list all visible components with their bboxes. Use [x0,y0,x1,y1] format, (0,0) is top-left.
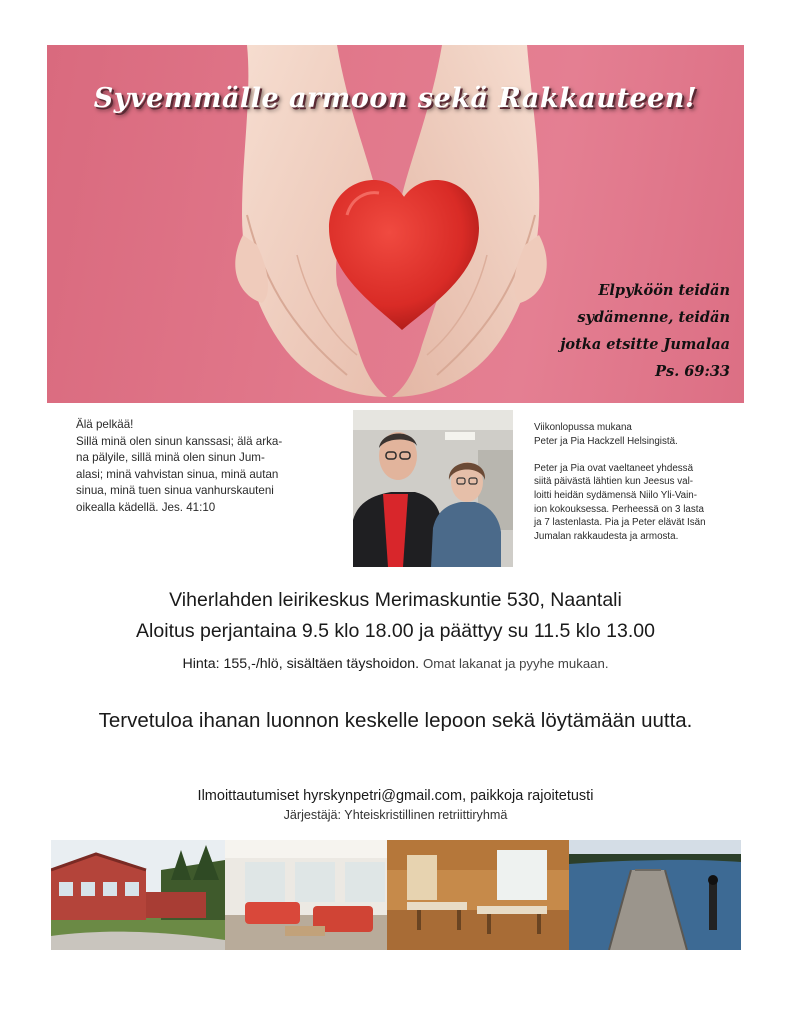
info-line: Viikonlopussa mukana [534,422,632,433]
verse-line: sinua, minä tuen sinua vanhurskauteni [76,484,274,498]
hero-verse-line: jotka etsitte Jumalaa [560,336,730,353]
hero-banner [47,45,744,403]
hero-verse [555,277,730,385]
story-line: Peter ja Pia ovat vaeltaneet yhdessä [534,462,694,474]
verse-line: na pälyile, sillä minä olen sinun Jum- [76,451,265,465]
venue-pier-photo [569,840,741,950]
verse-line: Älä pelkää! [76,418,134,431]
organizer-text: Järjestäjä: Yhteiskristillinen retriittiryhmä [283,808,508,822]
story-line: siitä päivästä lähtien kun Jeesus val- [534,476,694,488]
verse-line: alasi; minä vahvistan sinua, minä autan [76,467,279,481]
story-line: loitti heidän sydämensä Niilo Yli-Vain- [534,489,697,501]
info-line: Peter ja Pia Hackzell Helsingistä. [534,435,678,447]
venue-address: Viherlahden leirikeskus Merimaskuntie 530, Naantali [169,589,622,611]
hero-verse-reference: Ps. 69:33 [655,363,730,380]
price-text: Hinta: 155,-/hlö, sisältäen täyshoidon. [182,656,420,672]
venue-dining-photo [387,840,569,950]
speakers-photo [353,410,513,567]
venue-building-photo [51,840,225,950]
story-line: Jumalan rakkaudesta ja armosta. [534,530,679,542]
story-line: ion kokouksessa. Perheessä on 3 lasta [534,503,704,515]
price-note: Omat lakanat ja pyyhe mukaan. [423,656,609,671]
event-times: Aloitus perjantaina 9.5 klo 18.00 ja päättyy su 11.5 klo 13.00 [136,620,655,642]
hero-verse-line: Elpyköön teidän [598,282,730,299]
welcome-text: Tervetuloa ihanan luonnon keskelle lepoon sekä löytämään uutta. [98,709,693,732]
signup-text: Ilmoittautumiset hyrskynpetri@gmail.com, paikkoja rajoitetusti [197,788,594,804]
hero-verse-line: sydämenne, teidän [577,309,730,326]
bible-verse-block [76,417,338,517]
venue-photo-strip [51,840,741,950]
story-line: ja 7 lastenlasta. Pia ja Peter elävät Isän [534,517,706,529]
speakers-info [534,421,744,543]
hero-title: Syvemmälle armoon sekä Rakkauteen! [93,83,698,114]
venue-lounge-photo [225,840,387,950]
verse-line: Sillä minä olen sinun kanssasi; älä arka- [76,434,283,448]
verse-line: oikealla kädellä. Jes. 41:10 [76,500,216,514]
price-line [0,656,791,672]
